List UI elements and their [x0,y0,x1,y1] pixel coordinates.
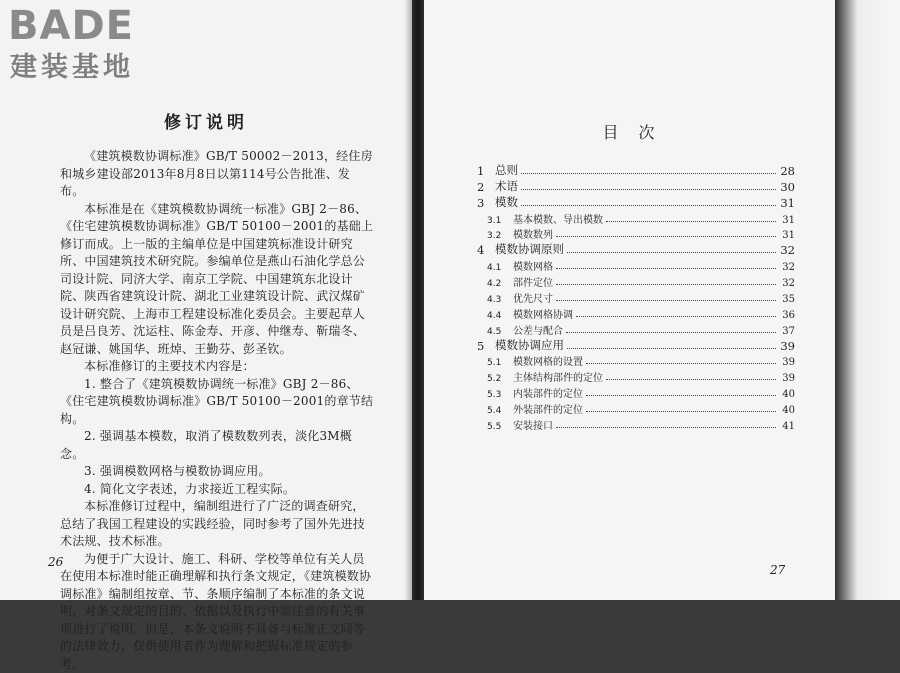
toc-dot-leader [566,332,776,333]
toc-entry[interactable] [477,400,795,416]
toc-entry-title: 基本模数、导出模数 [513,211,603,226]
toc-dot-leader [576,316,776,317]
toc-entry-title: 安装接口 [513,417,553,432]
toc-entry-title: 模数网格 [513,258,553,273]
toc-entry-page: 32 [779,262,795,273]
toc-entry-page: 32 [779,243,795,257]
toc-entry[interactable] [477,194,795,210]
toc-title: 目次 [424,120,835,143]
toc-entry-number: 3 [477,196,495,210]
toc-entry-title: 模数数列 [513,226,553,241]
toc-entry-title: 模数协调应用 [495,337,564,353]
toc-entry-number: 4.1 [487,263,513,273]
toc-entry[interactable] [477,226,795,242]
toc-entry-page: 32 [779,278,795,289]
toc-entry[interactable] [477,368,795,384]
toc-entry-page: 31 [779,196,795,210]
paragraph: 2. 强调基本模数，取消了模数数列表，淡化3M概念。 [60,428,374,463]
toc-entry[interactable] [477,210,795,226]
toc-entry-number: 5.5 [487,422,513,432]
table-of-contents [477,162,795,432]
toc-entry-page: 39 [779,339,795,353]
toc-dot-leader [556,284,776,285]
toc-dot-leader [586,363,776,364]
paragraph: 1. 整合了《建筑模数协调统一标准》GBJ 2－86、《住宅建筑模数协调标准》GB/T 50100－2001的章节结构。 [60,376,374,429]
toc-entry-number: 5 [477,339,495,353]
toc-entry-number: 5.4 [487,406,513,416]
toc-entry-title: 公差与配合 [513,322,563,337]
paragraph: 《建筑模数协调标准》GB/T 50002－2013，经住房和城乡建设部2013年8月8日以第114号公告批准、发布。 [60,148,374,201]
toc-entry-page: 31 [779,230,795,241]
toc-dot-leader [521,205,776,206]
toc-entry-number: 4.5 [487,327,513,337]
toc-entry[interactable] [477,162,795,178]
toc-entry-number: 4.4 [487,311,513,321]
toc-dot-leader [606,221,776,222]
toc-entry-number: 1 [477,164,495,178]
toc-entry-page: 40 [779,389,795,400]
revision-notes-title: 修订说明 [0,108,412,133]
toc-dot-leader [567,348,776,349]
paragraph: 为便于广大设计、施工、科研、学校等单位有关人员在使用本标准时能正确理解和执行条文规定，《建筑模数协调标准》编制组按章、节、条顺序编制了本标准的条文说明，对条文规定的目的、依据以及执行中需注意的有关事项进行了说明。但是，本条文说明不具备与标准正文同等的法律效力，仅供使用者作为理解和把握标准规定的参考。 [60,551,374,673]
toc-entry[interactable] [477,384,795,400]
left-page [0,0,412,600]
toc-entry-number: 3.1 [487,216,513,226]
toc-dot-leader [521,173,776,174]
toc-entry-page: 35 [779,294,795,305]
page-number-right: 27 [770,563,785,577]
toc-dot-leader [556,268,776,269]
toc-entry-title: 模数协调原则 [495,241,564,257]
toc-entry[interactable] [477,241,795,257]
toc-entry[interactable] [477,273,795,289]
toc-entry[interactable] [477,321,795,337]
toc-entry-number: 5.2 [487,374,513,384]
toc-entry-page: 36 [779,310,795,321]
toc-entry-title: 外装部件的定位 [513,401,583,416]
toc-entry[interactable] [477,178,795,194]
toc-entry[interactable] [477,305,795,321]
paragraph: 4. 简化文字表述，力求接近工程实际。 [60,481,374,499]
toc-entry-page: 37 [779,326,795,337]
toc-dot-leader [586,395,776,396]
toc-entry-page: 40 [779,405,795,416]
toc-entry-title: 主体结构部件的定位 [513,369,603,384]
toc-dot-leader [567,252,776,253]
toc-entry-number: 4 [477,243,495,257]
logo-wordmark: BADE [8,4,134,48]
toc-entry-title: 模数 [495,194,518,210]
toc-entry-page: 28 [779,164,795,178]
toc-entry-title: 优先尺寸 [513,290,553,305]
toc-entry-page: 30 [779,180,795,194]
toc-entry-title: 内装部件的定位 [513,385,583,400]
toc-entry[interactable] [477,416,795,432]
right-page [424,0,835,600]
toc-entry-title: 模数网格的设置 [513,353,583,368]
toc-entry-number: 3.2 [487,231,513,241]
toc-entry-number: 4.2 [487,279,513,289]
page-gutter-shadow [404,0,412,600]
toc-dot-leader [606,379,776,380]
toc-entry-page: 39 [779,357,795,368]
paragraph: 本标准是在《建筑模数协调统一标准》GBJ 2－86、《住宅建筑模数协调标准》GB/T 50100－2001的基础上修订而成。上一版的主编单位是中国建筑标准设计研究所、中国建筑技术研究院。参编单位是燕山石油化学总公司设计院、同济大学、南京工学院、中国建筑东北设计院、陕西省建筑设计院、湖北工业建筑设计院、武汉煤矿设计研究院、上海市工程建设标准化委员会。主要起草人员是吕良芳、沈运柱、陈金寿、开彦、仲继寿、靳瑞冬、赵冠谦、姚国华、班焯、王勤芬、彭圣钦。 [60,201,374,359]
toc-entry[interactable] [477,353,795,369]
paragraph: 3. 强调模数网格与模数协调应用。 [60,463,374,481]
logo-chinese-name: 建装基地 [10,52,134,84]
toc-dot-leader [556,300,776,301]
toc-dot-leader [556,236,776,237]
toc-entry-title: 部件定位 [513,274,553,289]
toc-entry-number: 4.3 [487,295,513,305]
toc-entry-number: 2 [477,180,495,194]
page-edge [835,0,900,600]
toc-entry[interactable] [477,337,795,353]
toc-entry-number: 5.1 [487,358,513,368]
toc-dot-leader [556,427,776,428]
toc-entry-page: 41 [779,421,795,432]
page-number-left: 26 [48,555,63,569]
toc-dot-leader [586,411,776,412]
paragraph: 本标准修订过程中，编制组进行了广泛的调查研究，总结了我国工程建设的实践经验，同时参考了国外先进技术法规、技术标准。 [60,498,374,551]
toc-entry-title: 总则 [495,162,518,178]
toc-entry[interactable] [477,257,795,273]
toc-entry-title: 模数网格协调 [513,306,573,321]
toc-entry[interactable] [477,289,795,305]
toc-entry-title: 术语 [495,178,518,194]
paragraph: 本标准修订的主要技术内容是： [60,358,374,376]
book-spine [412,0,424,600]
toc-dot-leader [521,189,776,190]
toc-entry-number: 5.3 [487,390,513,400]
toc-entry-page: 39 [779,373,795,384]
bade-logo [8,4,178,86]
revision-notes-body [60,148,374,673]
toc-entry-page: 31 [779,215,795,226]
